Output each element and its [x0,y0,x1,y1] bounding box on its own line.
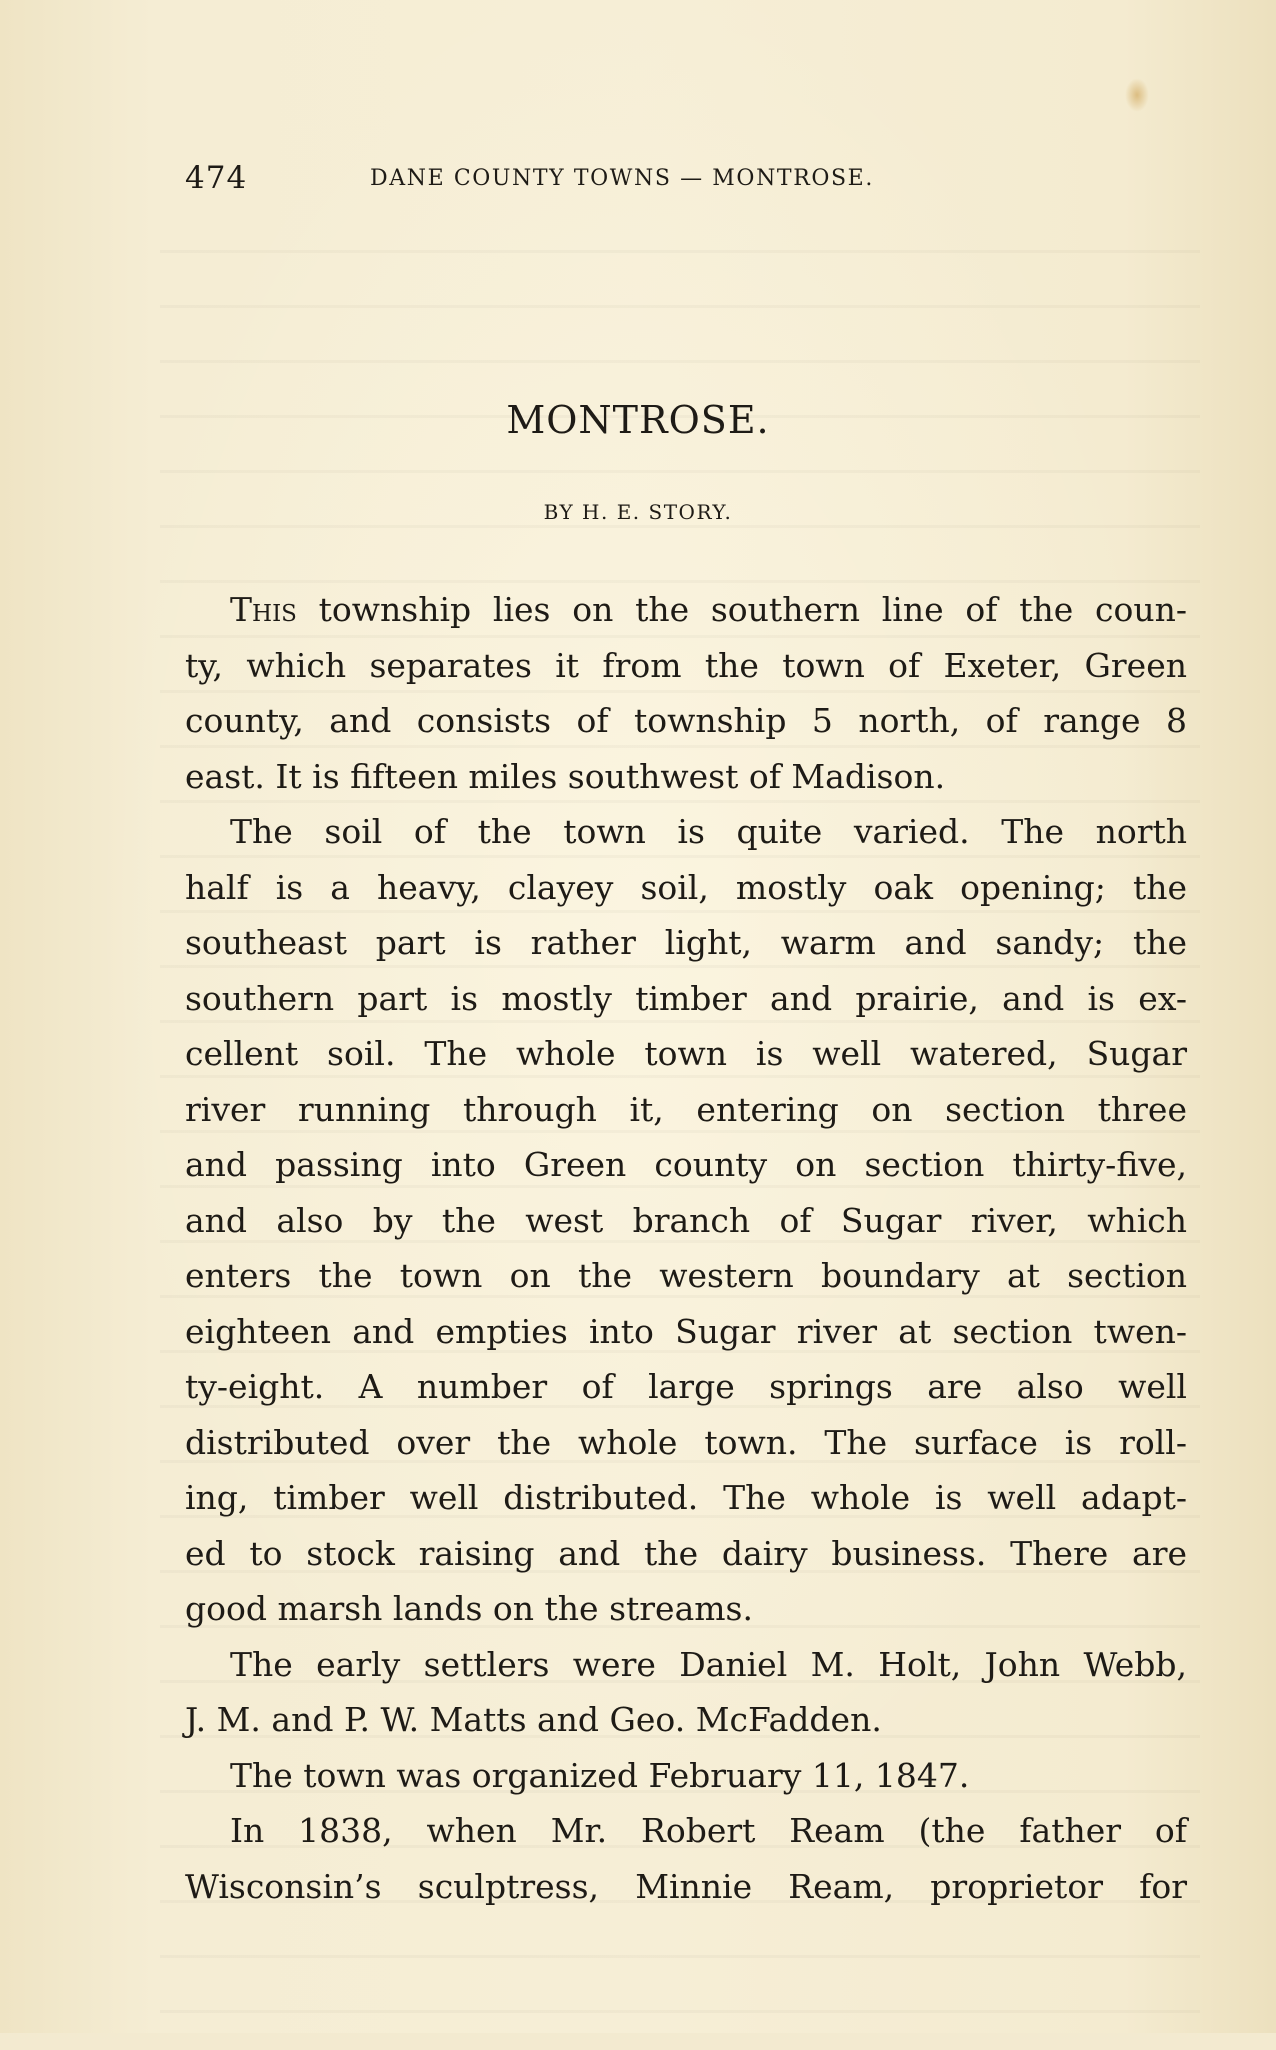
text-line-rest: township lies on the southern line of the coun- [296,590,1187,629]
text-line: The early settlers were Daniel M. Holt, John Webb, [230,1644,1187,1684]
text-line: enters the town on the western boundary at section [185,1256,1187,1295]
text-line: The soil of the town is quite varied. The north [230,812,1187,851]
text-line: river running through it, entering on section three [185,1089,1187,1129]
article-title: MONTROSE. [506,398,770,442]
text-line: ed to stock raising and the dairy business. There are [185,1533,1187,1573]
text-line: The town was organized February 11, 1847. [230,1755,970,1795]
article-body [185,582,1187,1914]
text-line: distributed over the whole town. The surface is roll- [185,1422,1187,1462]
text-line: Wisconsin’s sculptress, Minnie Ream, proprietor for [185,1866,1187,1906]
text-line: eighteen and empties into Sugar river at section twen- [185,1311,1187,1351]
text-line: county, and consists of township 5 north, of range 8 [185,701,1187,740]
running-head: DANE COUNTY TOWNS — MONTROSE. [370,166,874,191]
text-line: southeast part is rather light, warm and sandy; the [185,923,1187,962]
text-line: east. It is fifteen miles southwest of Madison. [185,756,946,796]
text-line [185,582,1187,638]
text-line: cellent soil. The whole town is well watered, Sugar [185,1034,1187,1073]
text-line: ty, which separates it from the town of Exeter, Green [185,645,1187,685]
text-line: and also by the west branch of Sugar river, which [185,1200,1187,1240]
text-line: southern part is mostly timber and prairie, and is ex- [185,978,1187,1018]
article-byline: BY H. E. STORY. [543,500,733,524]
page-header [185,160,1185,200]
text-line: In 1838, when Mr. Robert Ream (the father of [230,1811,1187,1850]
text-line: half is a heavy, clayey soil, mostly oak opening; the [185,867,1187,907]
paper-stain [1125,78,1149,112]
text-line: good marsh lands on the streams. [185,1589,753,1628]
drop-word: This [230,590,297,629]
text-line: ty-eight. A number of large springs are also well [185,1367,1187,1406]
text-line: and passing into Green county on section thirty-five, [185,1145,1187,1184]
text-line: J. M. and P. W. Matts and Geo. McFadden. [185,1700,882,1739]
page-number: 474 [185,160,248,196]
text-line: ing, timber well distributed. The whole is well adapt- [185,1478,1187,1517]
